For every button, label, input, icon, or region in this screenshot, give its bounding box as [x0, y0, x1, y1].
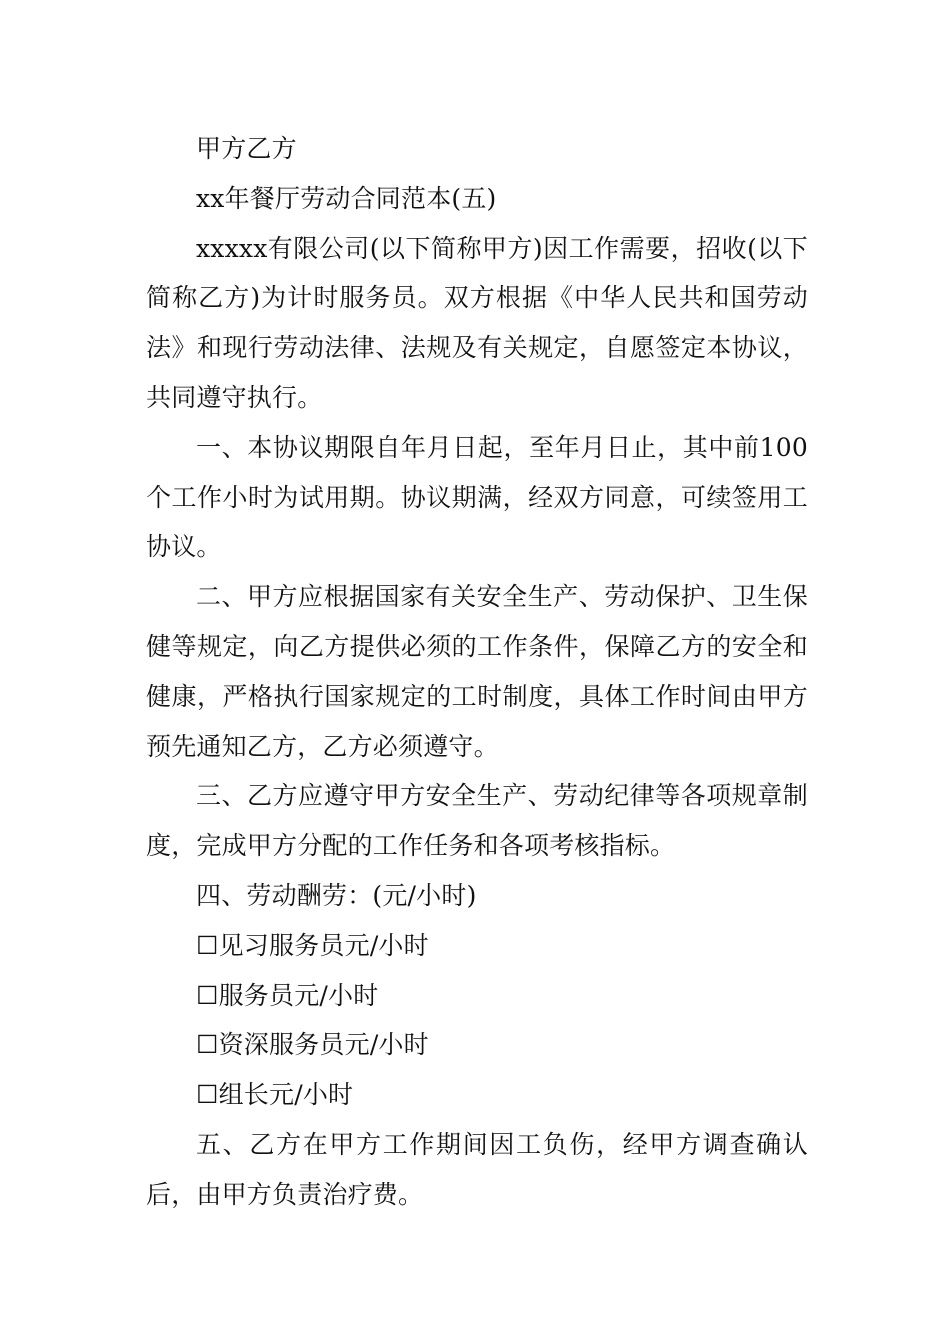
pay-option-senior-waiter: ☐资深服务员元/小时: [196, 1030, 429, 1060]
party-heading: 甲方乙方: [196, 134, 297, 163]
contract-title: xx年餐厅劳动合同范本(五): [196, 183, 497, 213]
clause-3: 三、乙方应遵守甲方安全生产、劳动纪律等各项规章制度，完成甲方分配的工作任务和各项考核指标。: [146, 781, 808, 861]
pay-option-team-leader: ☐组长元/小时: [196, 1080, 354, 1110]
document-body: [146, 124, 808, 1220]
clause-2: 二、甲方应根据国家有关安全生产、劳动保护、卫生保健等规定，向乙方提供必须的工作条件，保障乙方的安全和健康，严格执行国家规定的工时制度，具体工作时间由甲方预先通知乙方，乙方必须遵守。: [146, 582, 808, 761]
clause-5: 五、乙方在甲方工作期间因工负伤，经甲方调查确认后，由甲方负责治疗费。: [146, 1129, 808, 1209]
clause-1: 一、本协议期限自年月日起，至年月日止，其中前100个工作小时为试用期。协议期满，经双方同意，可续签用工协议。: [146, 432, 808, 562]
pay-option-waiter: ☐服务员元/小时: [196, 980, 379, 1010]
clause-4-heading: 四、劳动酬劳：(元/小时): [196, 880, 477, 910]
pay-option-trainee: ☐见习服务员元/小时: [196, 930, 429, 960]
intro-paragraph: xxxxx有限公司(以下简称甲方)因工作需要，招收(以下简称乙方)为计时服务员。双方根据《中华人民共和国劳动法》和现行劳动法律、法规及有关规定，自愿签定本协议，共同遵守执行。: [146, 233, 808, 412]
